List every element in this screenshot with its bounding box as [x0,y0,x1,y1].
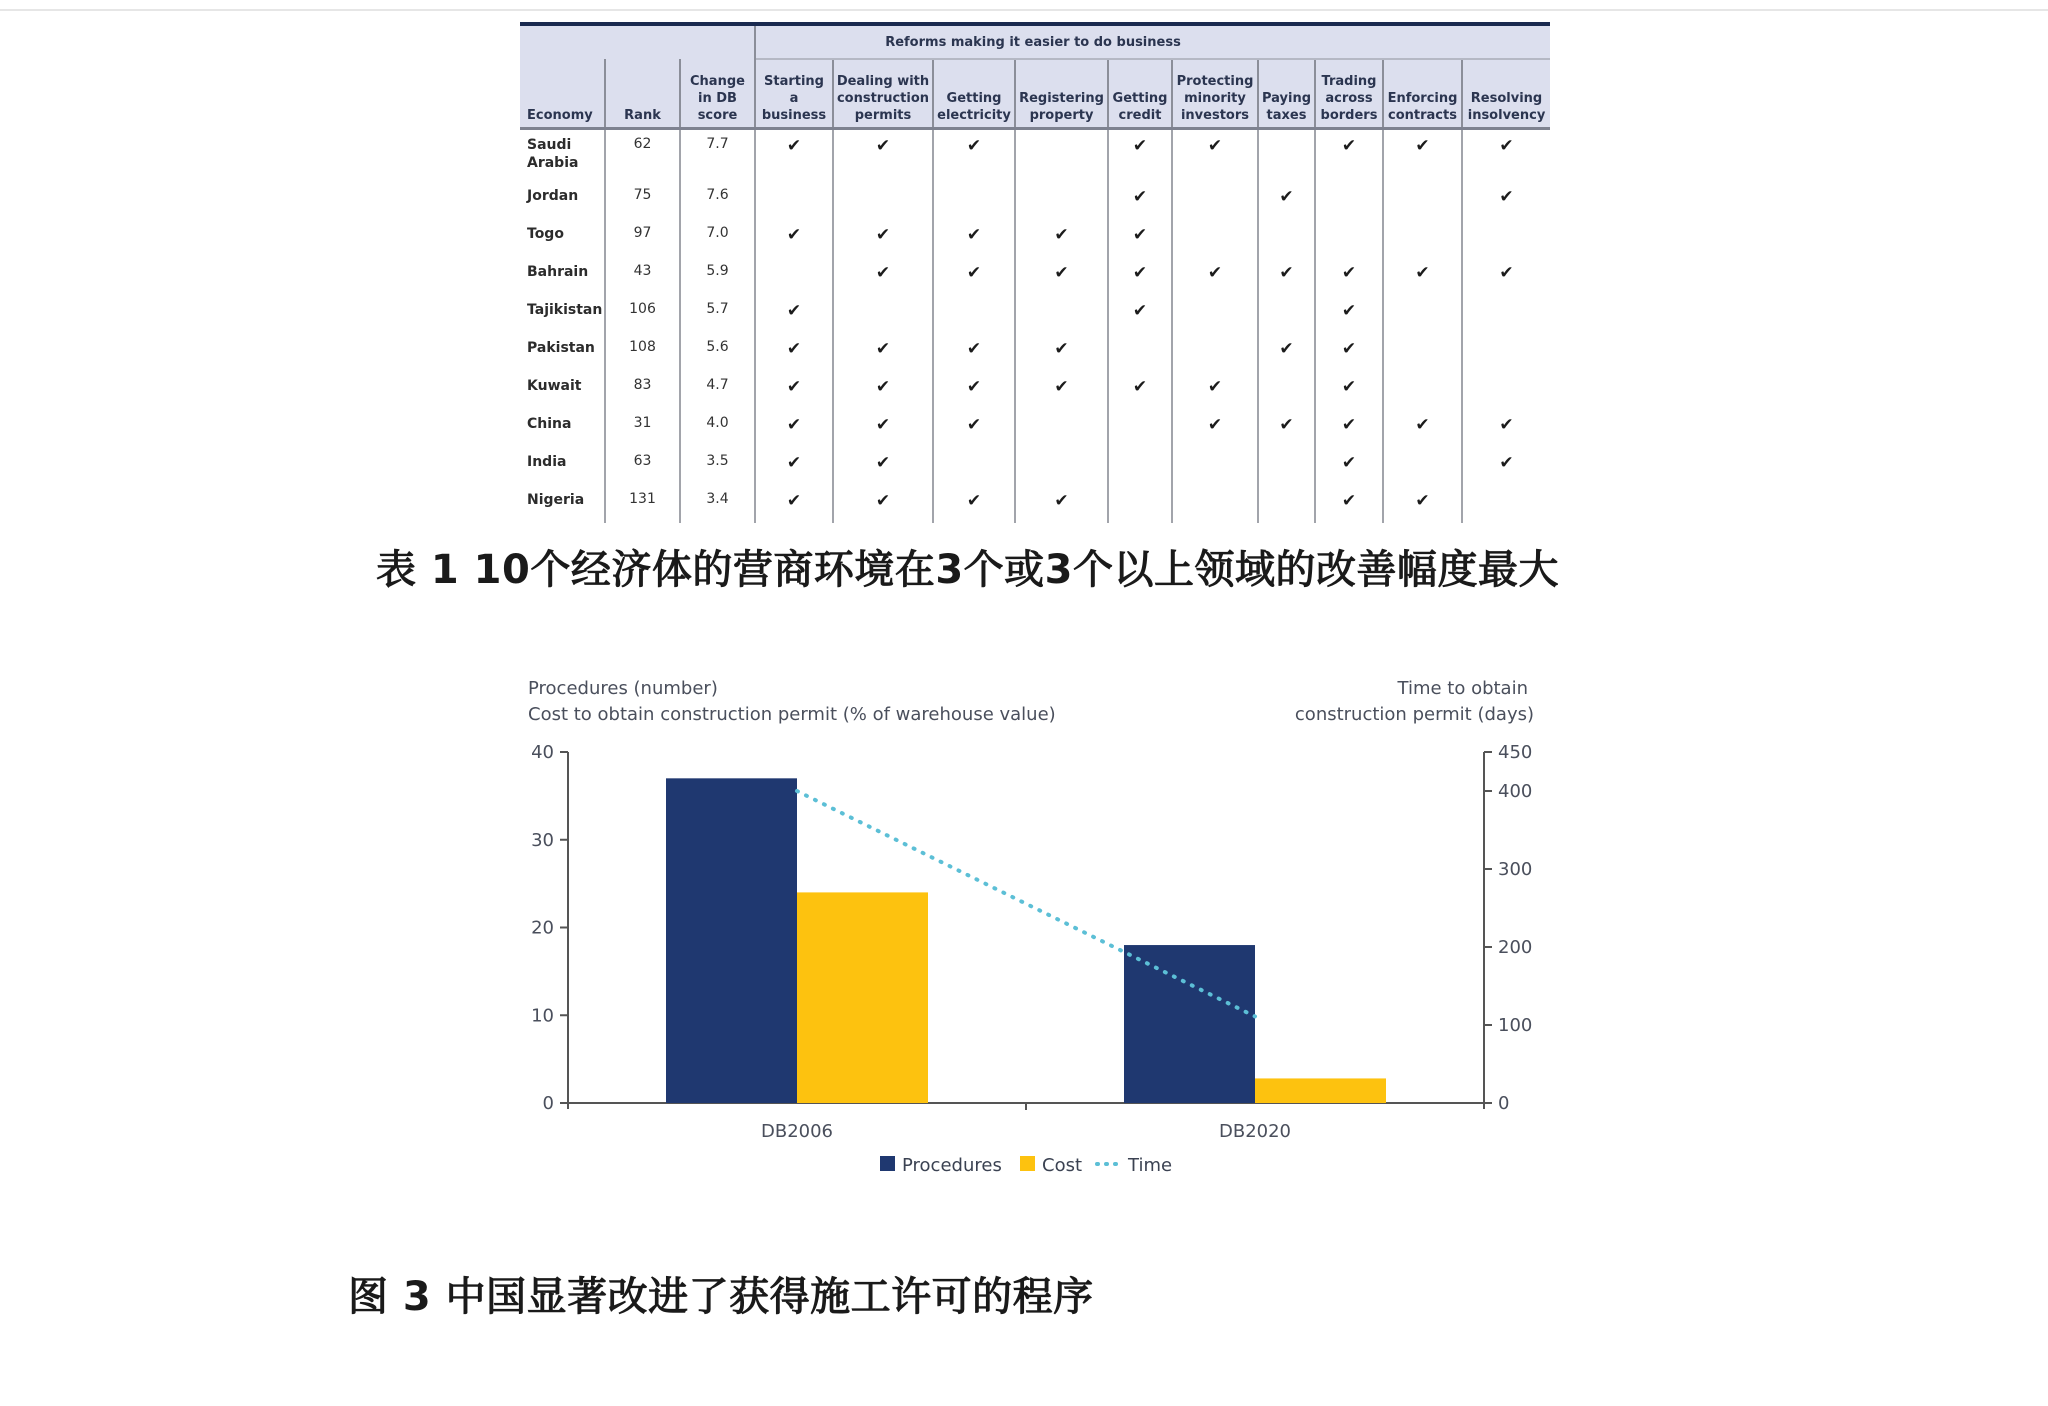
checkmark-icon: ✔ [966,415,982,435]
reform-cell [1015,257,1108,295]
checkmark-icon: ✔ [1207,263,1223,283]
reform-cell [933,447,1015,485]
checkmark-icon: ✔ [875,339,891,359]
reform-cell [1015,295,1108,333]
reform-cell [833,295,933,333]
reform-cell [1315,181,1383,219]
column-header-protecting-minority-investors: Protecting minority investors [1172,59,1258,129]
right-axis-title-line-2: construction permit (days) [1294,704,1534,725]
right-axis-tick-label: 0 [1498,1093,1510,1114]
table-header-blank [520,24,755,59]
checkmark-icon: ✔ [786,491,802,511]
reform-cell [1383,409,1462,447]
checkmark-icon: ✔ [1341,339,1357,359]
checkmark-icon: ✔ [786,453,802,473]
reform-cell [755,409,833,447]
column-header-economy: Economy [520,59,605,129]
reform-cell [833,181,933,219]
table-body [520,129,1550,524]
reform-cell [1108,295,1172,333]
checkmark-icon: ✔ [1132,301,1148,321]
column-header-rank: Rank [605,59,680,129]
economy-cell: India [527,454,567,470]
checkmark-icon: ✔ [966,491,982,511]
checkmark-icon: ✔ [875,491,891,511]
rank-cell: 63 [605,447,680,485]
reform-cell [755,181,833,219]
economy-cell: Pakistan [527,340,595,356]
checkmark-icon: ✔ [966,136,982,156]
reforms-band-header-label: Reforms making it easier to do business [885,34,1181,50]
checkmark-icon: ✔ [786,339,802,359]
reform-cell [755,371,833,409]
reform-cell [1315,219,1383,257]
checkmark-icon: ✔ [966,377,982,397]
reform-cell [1462,409,1550,447]
checkmark-icon: ✔ [1341,415,1357,435]
reform-cell [1315,333,1383,371]
reform-cell [1462,219,1550,257]
checkmark-icon: ✔ [1499,136,1514,156]
reform-cell [1258,485,1315,523]
table-row [520,409,1550,447]
reform-cell [1108,219,1172,257]
reform-cell [833,219,933,257]
change-cell: 5.9 [680,257,755,295]
column-header-enforcing-contracts: Enforcing contracts [1383,59,1462,129]
rank-cell: 62 [605,129,680,182]
rank-cell: 106 [605,295,680,333]
reform-cell [1383,447,1462,485]
legend-swatch-cost [1020,1156,1035,1171]
change-cell: 4.0 [680,409,755,447]
reform-cell [1383,333,1462,371]
checkmark-icon: ✔ [1499,263,1514,283]
bar-cost-db2006 [797,892,928,1103]
reform-cell [1015,371,1108,409]
reform-cell [933,219,1015,257]
economy-cell: Bahrain [527,264,589,280]
checkmark-icon: ✔ [1279,415,1294,435]
reform-cell [1258,371,1315,409]
reform-cell [1462,333,1550,371]
reform-cell [1108,129,1172,182]
x-axis-category-label: DB2020 [1218,1121,1292,1142]
reform-cell [1108,181,1172,219]
reform-cell [1108,371,1172,409]
checkmark-icon: ✔ [786,225,802,245]
table-row [520,485,1550,523]
checkmark-icon: ✔ [786,136,802,156]
left-axis-tick-label: 40 [531,742,554,763]
checkmark-icon: ✔ [1279,339,1294,359]
reform-cell [1315,371,1383,409]
reform-cell [1315,295,1383,333]
column-header-paying-taxes: Paying taxes [1258,59,1315,129]
economy-cell: Tajikistan [527,302,603,318]
left-axis-title-line-2: Cost to obtain construction permit (% of warehouse value) [528,704,1056,725]
reform-cell [1172,181,1258,219]
reform-cell [1258,257,1315,295]
column-header-starting-a-business: Starting a business [755,59,833,129]
reform-cell [1172,371,1258,409]
economy-cell: Nigeria [527,492,585,508]
checkmark-icon: ✔ [1132,187,1148,207]
reform-cell [1258,181,1315,219]
reforms-table [520,22,1550,523]
change-cell: 5.6 [680,333,755,371]
table-row [520,447,1550,485]
checkmark-icon: ✔ [875,225,891,245]
reform-cell [1462,371,1550,409]
economy-cell: Togo [527,226,564,242]
checkmark-icon: ✔ [786,301,802,321]
checkmark-icon: ✔ [875,453,891,473]
table-row [520,129,1550,182]
reform-cell [1383,181,1462,219]
reform-cell [933,333,1015,371]
checkmark-icon: ✔ [1341,453,1357,473]
checkmark-icon: ✔ [786,415,802,435]
column-header-trading-across-borders: Trading across borders [1315,59,1383,129]
table-caption: 表 1 10个经济体的营商环境在3个或3个以上领域的改善幅度最大 [376,547,1560,593]
right-axis-title-line-1: Time to obtain [1397,678,1528,699]
checkmark-icon: ✔ [1054,225,1069,245]
change-cell: 5.7 [680,295,755,333]
reform-cell [1015,485,1108,523]
checkmark-icon: ✔ [1341,491,1357,511]
reform-cell [1462,485,1550,523]
reform-cell [755,295,833,333]
checkmark-icon: ✔ [1279,187,1294,207]
change-cell: 7.6 [680,181,755,219]
reform-cell [1108,485,1172,523]
construction-permit-chart [510,670,1550,1180]
reform-cell [933,257,1015,295]
reform-cell [833,371,933,409]
checkmark-icon: ✔ [1341,263,1357,283]
legend-label-procedures: Procedures [902,1155,1002,1176]
reform-cell [833,257,933,295]
change-cell: 7.0 [680,219,755,257]
right-axis-tick-label: 100 [1498,1015,1533,1036]
checkmark-icon: ✔ [1499,187,1514,207]
checkmark-icon: ✔ [1207,136,1223,156]
checkmark-icon: ✔ [1132,263,1148,283]
change-cell: 3.4 [680,485,755,523]
reform-cell [1172,129,1258,182]
reform-cell [755,257,833,295]
right-axis-tick-label: 300 [1498,859,1533,880]
checkmark-icon: ✔ [966,339,982,359]
checkmark-icon: ✔ [1054,263,1069,283]
checkmark-icon: ✔ [966,225,982,245]
table-band-header-row [520,24,1550,59]
rank-cell: 108 [605,333,680,371]
reform-cell [1108,257,1172,295]
reform-cell [1172,409,1258,447]
reform-cell [1383,295,1462,333]
change-cell: 7.7 [680,129,755,182]
left-axis-tick-label: 0 [542,1093,554,1114]
checkmark-icon: ✔ [1415,136,1430,156]
economy-cell: China [527,416,572,432]
checkmark-icon: ✔ [966,263,982,283]
reform-cell [1462,181,1550,219]
left-axis-tick-label: 10 [531,1005,554,1027]
checkmark-icon: ✔ [1054,377,1069,397]
reform-cell [1015,129,1108,182]
right-axis-tick-label: 200 [1498,937,1533,958]
reform-cell [933,371,1015,409]
column-header-getting-credit: Getting credit [1108,59,1172,129]
x-axis-category-label: DB2006 [760,1121,834,1142]
reform-cell [1383,371,1462,409]
reform-cell [755,447,833,485]
checkmark-icon: ✔ [875,415,891,435]
reform-cell [833,409,933,447]
reform-cell [833,333,933,371]
bar-procedures-db2020 [1124,945,1255,1103]
reform-cell [1258,219,1315,257]
checkmark-icon: ✔ [1132,136,1148,156]
reform-cell [1015,181,1108,219]
reform-cell [1015,447,1108,485]
reform-cell [1258,295,1315,333]
reform-cell [1172,333,1258,371]
economy-cell: Saudi Arabia [527,137,579,171]
reform-cell [1258,129,1315,182]
reform-cell [1315,485,1383,523]
reform-cell [933,181,1015,219]
column-header-resolving-insolvency: Resolving insolvency [1462,59,1550,129]
reform-cell [1015,333,1108,371]
checkmark-icon: ✔ [1499,415,1514,435]
rank-cell: 131 [605,485,680,523]
reform-cell [1172,447,1258,485]
legend-label-time: Time [1128,1155,1173,1176]
reforms-table-figure [520,22,1546,511]
checkmark-icon: ✔ [1207,377,1223,397]
reform-cell [1108,333,1172,371]
reform-cell [1383,485,1462,523]
column-header-registering-property: Registering property [1015,59,1108,129]
economy-cell: Jordan [527,188,579,204]
table-row [520,181,1550,219]
rank-cell: 31 [605,409,680,447]
reform-cell [1172,219,1258,257]
checkmark-icon: ✔ [1132,225,1148,245]
checkmark-icon: ✔ [875,136,891,156]
checkmark-icon: ✔ [1415,491,1430,511]
reform-cell [833,447,933,485]
checkmark-icon: ✔ [1415,263,1430,283]
reform-cell [1383,219,1462,257]
checkmark-icon: ✔ [1341,377,1357,397]
reform-cell [1258,447,1315,485]
checkmark-icon: ✔ [1132,377,1148,397]
right-axis-tick-label: 400 [1498,781,1533,802]
change-cell: 4.7 [680,371,755,409]
reform-cell [1315,257,1383,295]
chart-canvas [510,670,1550,1180]
reform-cell [1383,257,1462,295]
reform-cell [933,295,1015,333]
top-divider [0,9,2048,11]
reforms-band-header [755,24,1550,59]
reform-cell [1172,257,1258,295]
legend-label-cost: Cost [1042,1155,1083,1176]
reform-cell [1315,409,1383,447]
left-axis-tick-label: 30 [531,829,554,851]
reform-cell [833,485,933,523]
table-row [520,333,1550,371]
reform-cell [833,129,933,182]
reform-cell [755,485,833,523]
table-row [520,257,1550,295]
checkmark-icon: ✔ [1341,136,1357,156]
reform-cell [1315,129,1383,182]
reform-cell [1462,257,1550,295]
checkmark-icon: ✔ [875,263,891,283]
reform-cell [1108,409,1172,447]
rank-cell: 43 [605,257,680,295]
checkmark-icon: ✔ [1499,453,1514,473]
checkmark-icon: ✔ [1054,339,1069,359]
reform-cell [1172,295,1258,333]
column-header-dealing-with-construction-permits: Dealing with construction permits [833,59,933,129]
reform-cell [1462,129,1550,182]
reform-cell [1258,333,1315,371]
reform-cell [1315,447,1383,485]
reform-cell [1015,409,1108,447]
right-axis-tick-label: 450 [1498,742,1533,763]
table-row [520,371,1550,409]
reform-cell [933,485,1015,523]
figure-caption: 图 3 中国显著改进了获得施工许可的程序 [348,1274,1094,1320]
reform-cell [755,333,833,371]
column-header-getting-electricity: Getting electricity [933,59,1015,129]
checkmark-icon: ✔ [1054,491,1069,511]
table-row [520,219,1550,257]
economy-cell: Kuwait [527,378,582,394]
rank-cell: 97 [605,219,680,257]
checkmark-icon: ✔ [875,377,891,397]
bar-cost-db2020 [1255,1078,1386,1103]
left-axis-tick-label: 20 [531,917,554,939]
reform-cell [1462,447,1550,485]
reform-cell [1462,295,1550,333]
reform-cell [1172,485,1258,523]
reform-cell [755,129,833,182]
reform-cell [1015,219,1108,257]
chart-marks [531,742,1532,1176]
rank-cell: 83 [605,371,680,409]
table-row [520,295,1550,333]
table-column-header-row [520,59,1550,129]
reform-cell [933,409,1015,447]
reform-cell [1258,409,1315,447]
legend-swatch-procedures [880,1156,895,1171]
checkmark-icon: ✔ [1415,415,1430,435]
reform-cell [1108,447,1172,485]
bar-procedures-db2006 [666,778,797,1103]
left-axis-title-line-1: Procedures (number) [528,678,718,699]
checkmark-icon: ✔ [786,377,802,397]
checkmark-icon: ✔ [1207,415,1223,435]
column-header-change-in-db-score: Change in DB score [680,59,755,129]
reform-cell [1383,129,1462,182]
checkmark-icon: ✔ [1279,263,1294,283]
change-cell: 3.5 [680,447,755,485]
checkmark-icon: ✔ [1341,301,1357,321]
reform-cell [755,219,833,257]
reform-cell [933,129,1015,182]
rank-cell: 75 [605,181,680,219]
